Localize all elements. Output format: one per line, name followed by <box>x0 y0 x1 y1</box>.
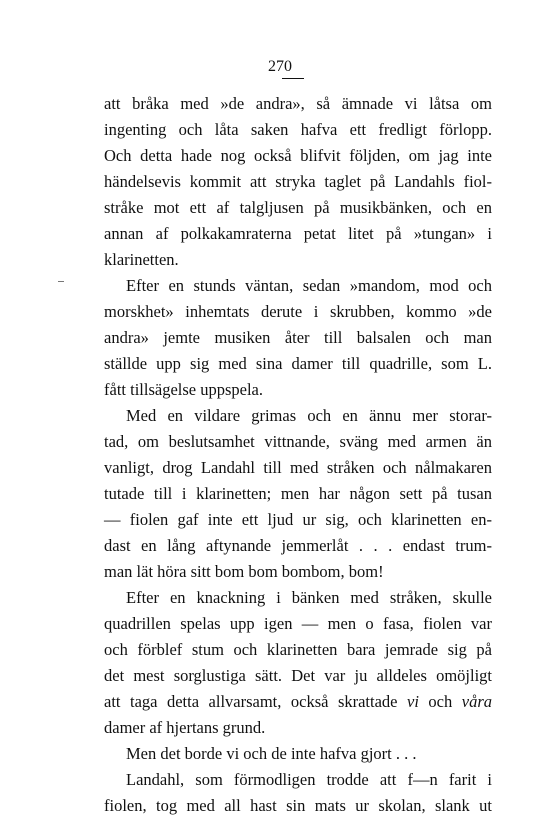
text-line: ställde upp sig med sina damer till quadrille, som L. <box>104 354 492 373</box>
text-line: morskhet» inhemtats derute i skrubben, kommo »de <box>104 302 492 321</box>
text-line: ingenting och låta saken hafva ett fredligt förlopp. <box>104 120 492 139</box>
body-text <box>104 91 492 819</box>
page-number: 270 <box>268 58 292 75</box>
text-segment: och <box>418 692 462 711</box>
margin-mark <box>58 281 64 282</box>
text-line: man lät höra sitt bom bom bombom, bom! <box>104 562 384 581</box>
text-line: Och detta hade nog också blifvit följden, om jag inte <box>104 146 492 165</box>
text-line: damer af hjertans grund. <box>104 718 266 737</box>
text-line: tutade till i klarinetten; men har någon sett på tusan <box>104 484 492 503</box>
text-line: och förblef stum och klarinetten bara jemrade sig på <box>104 640 492 659</box>
text-line: det mest sorglustiga sätt. Det var ju alldeles omöjligt <box>104 666 492 685</box>
text-line: annan af polkakamraterna petat litet på »tungan» i <box>104 224 492 243</box>
text-line: andra» jemte musiken åter till balsalen och man <box>104 328 492 347</box>
italic-word-vara: våra <box>461 692 492 711</box>
text-line: Med en vildare grimas och en ännu mer storar- <box>126 406 492 425</box>
text-line: att bråka med »de andra», så ämnade vi låtsa om <box>104 94 492 113</box>
text-line: stråke mot ett af talgljusen på musikbänken, och en <box>104 198 492 217</box>
text-line-with-italics <box>104 689 492 715</box>
text-line: fiolen, tog med all hast sin mats ur skolan, slank ut <box>104 796 492 815</box>
text-line: Men det borde vi och de inte hafva gjort . . . <box>126 744 417 763</box>
text-line: — fiolen gaf inte ett ljud ur sig, och klarinetten en- <box>104 510 492 529</box>
text-line: Efter en knackning i bänken med stråken, skulle <box>126 588 492 607</box>
italic-word-vi: vi <box>407 692 419 711</box>
text-line: fått tillsägelse uppspela. <box>104 380 263 399</box>
text-line: Efter en stunds väntan, sedan »mandom, mod och <box>126 276 492 295</box>
text-line: händelsevis kommit att stryka taglet på Landahls fiol- <box>104 172 492 191</box>
page-number-rule <box>282 78 304 79</box>
text-line: Landahl, som förmodligen trodde att f—n farit i <box>126 770 492 789</box>
text-line: dast en lång aftynande jemmerlåt . . . endast trum- <box>104 536 492 555</box>
text-line: tad, om beslutsamhet vittnande, sväng med armen än <box>104 432 492 451</box>
text-line: klarinetten. <box>104 250 179 269</box>
text-segment: att taga detta allvarsamt, också skrattade <box>104 692 407 711</box>
text-line: quadrillen spelas upp igen — men o fasa, fiolen var <box>104 614 492 633</box>
text-line: vanligt, drog Landahl till med stråken och nålmakaren <box>104 458 492 477</box>
